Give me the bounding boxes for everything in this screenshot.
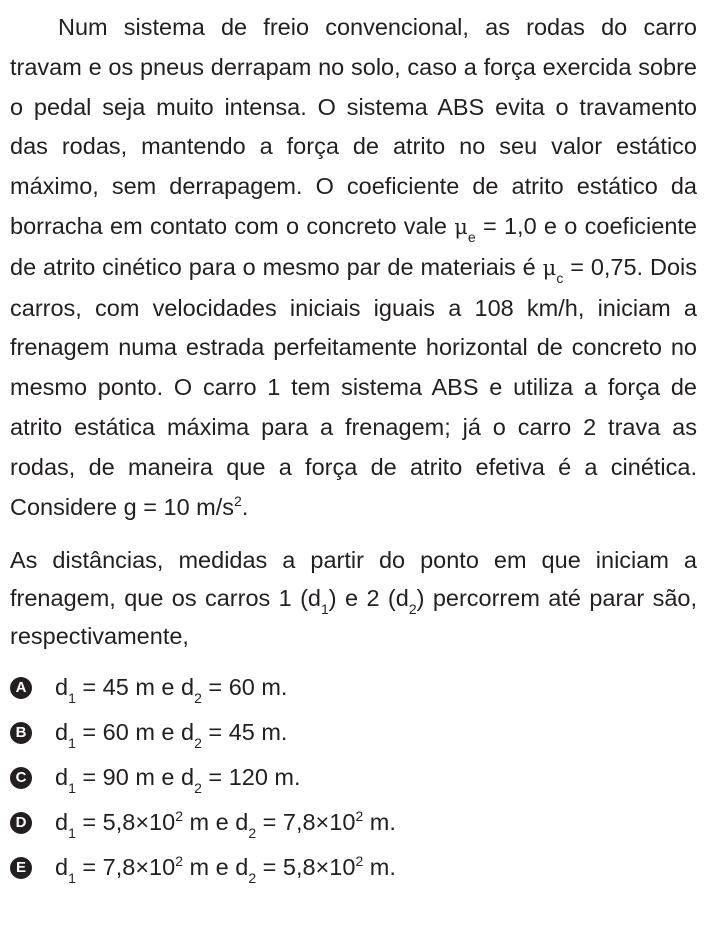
option-text: $d_1 = 90$ m e $d_2 = 120$ m.: [55, 764, 301, 797]
option-letter-badge: D: [10, 812, 32, 834]
d2-subscript: 2: [408, 601, 417, 618]
d1-subscript: 1: [321, 601, 329, 618]
option-text: $d_1 = 60$ m e $d_2 = 45$ m.: [55, 719, 288, 752]
mu-symbol: μ: [542, 255, 557, 280]
mu-symbol: μ: [454, 214, 468, 239]
statement-text-1: Num sistema de freio convencional, as rodas do carro travam e os pneus derrapam no solo, caso a força exercida sobre o pedal seja muito intensa. O sistema ABS evita o travamento das rodas, mantendo a força de atrito no seu valor estático máximo, sem derrapagem. O coeficiente de atrito estático da borracha em contato com o concreto vale: [10, 14, 697, 239]
prompt-text-3: ) percorrem até parar são, respectivamente,: [10, 585, 697, 650]
option-text: $d_1 = 7,8\times 10^2$ m e $d_2 = 5,8\times 10^2$ m.: [55, 853, 396, 887]
mu-c-subscript: c: [556, 269, 564, 286]
prompt-text-2: ) e 2 (d: [328, 585, 409, 612]
option-text: $d_1 = 45$ m e $d_2 = 60$ m.: [55, 674, 288, 707]
option-e[interactable]: [10, 845, 697, 890]
statement-text-2: = 1,0 e o coeficiente de atrito cinético para o mesmo par de materiais é: [10, 212, 697, 280]
answer-options: [10, 665, 697, 890]
question-prompt: [10, 541, 697, 655]
option-b[interactable]: [10, 710, 697, 755]
mu-e-subscript: e: [467, 228, 476, 245]
statement-text-4: .: [241, 493, 249, 520]
option-text: $d_1 = 5,8\times 10^2$ m e $d_2 = 7,8\times 10^2$ m.: [55, 808, 396, 842]
option-c[interactable]: [10, 755, 697, 800]
g-exponent: 2: [234, 492, 242, 509]
question-statement: [10, 8, 697, 527]
option-letter-badge: C: [10, 767, 32, 789]
statement-text-3: = 0,75. Dois carros, com velocidades iniciais iguais a 108 km/h, iniciam a frenagem numa estrada perfeitamente horizontal de concreto no mesmo ponto. O carro 1 tem sistema ABS e utiliza a força de atrito estática máxima para a frenagem; já o carro 2 trava as rodas, de maneira que a força de atrito efetiva é a cinética. Considere g = 10 m/s: [10, 253, 697, 520]
option-letter-badge: A: [10, 677, 32, 699]
option-a[interactable]: [10, 665, 697, 710]
option-letter-badge: B: [10, 722, 32, 744]
option-d[interactable]: [10, 800, 697, 845]
prompt-text-1: As distâncias, medidas a partir do ponto em que iniciam a frenagem, que os carros 1 (d: [10, 547, 697, 612]
option-letter-badge: E: [10, 857, 32, 879]
